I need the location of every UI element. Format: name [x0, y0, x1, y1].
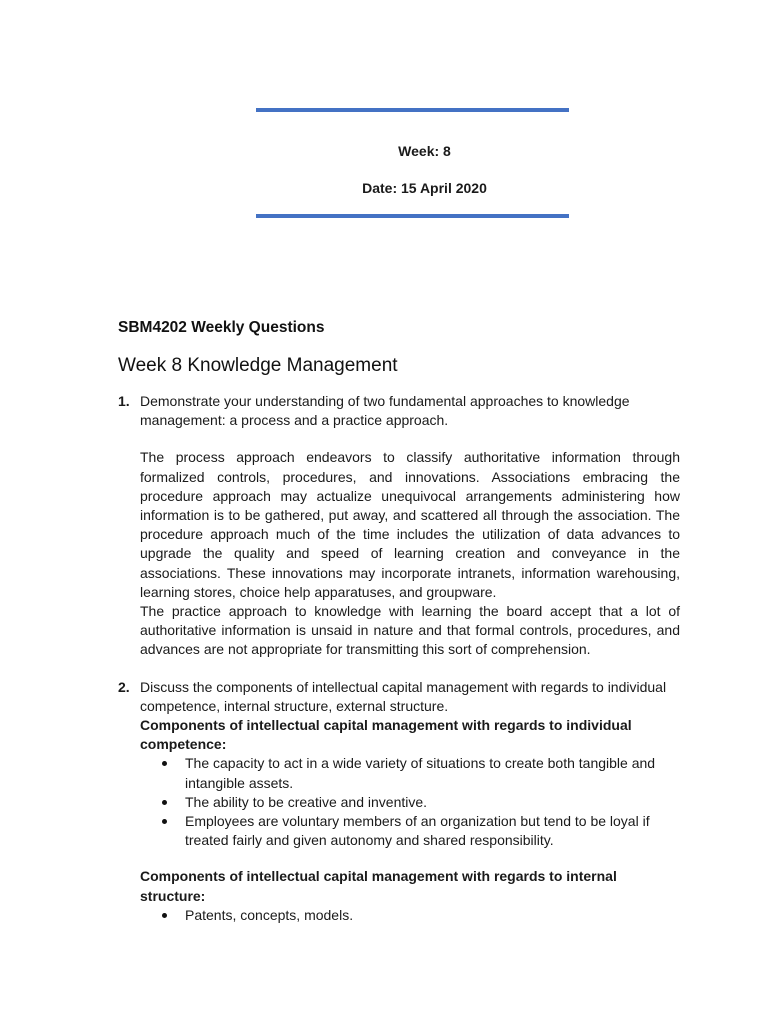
course-heading: SBM4202 Weekly Questions [118, 319, 325, 336]
list-item [140, 793, 680, 812]
bullet-icon [162, 819, 167, 824]
bullet-icon [162, 800, 167, 805]
page-title: Week 8 Knowledge Management [118, 355, 398, 376]
answer-paragraph: The process approach endeavors to classify authoritative information through formalized controls, procedures, and innovations. Associations embracing the procedure approach may actualize unequivocal arrangements administering how information is to be gathered, put away, and scattered all through the association. The procedure approach much of the time includes the utilization of data advances to upgrade the quality and speed of learning creation and conveyance in the associations. These innovations may incorporate intranets, information warehousing, learning stores, choice help apparatuses, and groupware. [140, 449, 680, 600]
date-label: Date: 15 April 2020 [362, 180, 487, 196]
bullet-icon [162, 761, 167, 766]
bullet-list [140, 754, 680, 850]
header-bottom-rule [256, 214, 569, 218]
answer-paragraph: The practice approach to knowledge with learning the board accept that a lot of authoritative information is unsaid in nature and that formal controls, procedures, and advances are not appropriate for transmitting this sort of comprehension. [140, 603, 680, 658]
question-text: Discuss the components of intellectual capital management with regards to individual competence, internal structure, external structure. [140, 678, 667, 714]
bullet-text: Patents, concepts, models. [185, 906, 354, 923]
bullet-text: The ability to be creative and inventive. [185, 793, 428, 810]
list-item [140, 754, 680, 792]
question-2 [118, 678, 680, 925]
week-label: Week: 8 [398, 143, 451, 159]
question-number: 1. [118, 393, 130, 409]
header-top-rule [256, 108, 569, 112]
section-heading: Components of intellectual capital management with regards to internal structure: [140, 868, 617, 904]
list-item [140, 812, 680, 850]
section-heading: Components of intellectual capital management with regards to individual competence: [140, 717, 632, 753]
bullet-icon [162, 913, 167, 918]
question-1 [118, 392, 680, 660]
question-number: 2. [118, 678, 130, 695]
bullet-list [140, 906, 680, 925]
list-item [140, 906, 680, 925]
bullet-text: The capacity to act in a wide variety of situations to create both tangible and intangible assets. [185, 755, 656, 791]
document-body [118, 392, 680, 925]
question-text: Demonstrate your understanding of two fundamental approaches to knowledge management: a process and a practice approach. [140, 393, 630, 429]
bullet-text: Employees are voluntary members of an organization but tend to be loyal if treated fairly and given autonomy and shared responsibility. [185, 813, 650, 849]
